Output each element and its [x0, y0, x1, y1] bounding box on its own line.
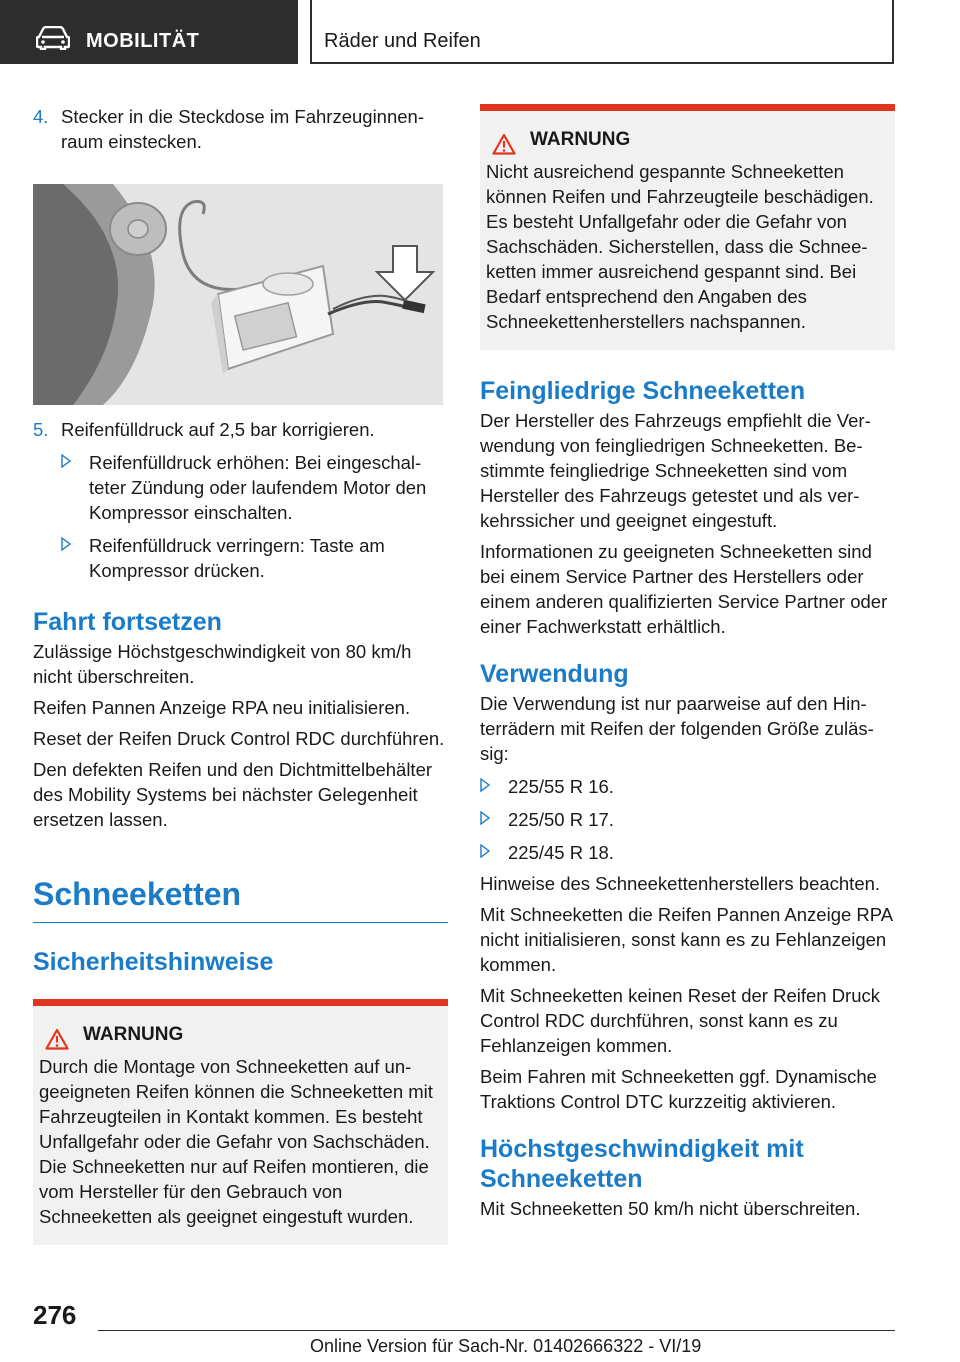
footer-rule: [98, 1330, 895, 1331]
left-column: [33, 104, 448, 1245]
verwendung-heading: Verwendung: [480, 660, 629, 688]
paragraph: Reifen Pannen Anzeige RPA neu initialisieren.: [33, 697, 411, 718]
step-text: Stecker in die Steckdose im Fahrzeuginnenraum einstecken.: [61, 106, 425, 152]
compressor-illustration: [33, 184, 443, 405]
step-5-subitem: [61, 450, 448, 525]
step-number: 4.: [33, 106, 49, 127]
chapter-title: Räder und Reifen: [324, 30, 481, 52]
paragraph: Reset der Reifen Druck Control RDC durchführen.: [33, 728, 445, 749]
warning-text: Durch die Montage von Schneeketten auf ungeeigneten Reifen können die Schneeketten mit Fahrzeugteilen in Kontakt kommen. Es besteht Unfallgefahr oder die Gefahr von Sachschäden. Die Schneeketten nur auf Reifen montieren, die vom Hersteller für den Gebrauch von Schneeketten als geeignet eingestuft wurden.: [39, 1056, 433, 1227]
warning-box: [480, 104, 895, 350]
paragraph: Beim Fahren mit Schneeketten ggf. Dynamische Traktions Control DTC kurzzeitig aktivieren.: [480, 1066, 877, 1112]
paragraph: Die Verwendung ist nur paarweise auf den Hinterrädern mit Reifen der folgenden Größe zulässig:: [480, 693, 874, 764]
step-5-subitem: [61, 533, 448, 583]
step-number: 5.: [33, 419, 49, 440]
size-item: [480, 807, 895, 832]
bullet-triangle-icon: [480, 811, 490, 825]
fein-heading: Feingliedrige Schneeketten: [480, 377, 806, 405]
section-tab[interactable]: [0, 0, 298, 64]
size-text: 225/55 R 16.: [508, 776, 614, 797]
safety-heading: Sicherheitshinweise: [33, 948, 274, 976]
bullet-triangle-icon: [61, 537, 71, 551]
warning-box: [33, 999, 448, 1245]
paragraph: Hinweise des Schneekettenherstellers beachten.: [480, 873, 881, 894]
paragraph: Mit Schneeketten 50 km/h nicht überschreiten.: [480, 1198, 861, 1219]
paragraph: Den defekten Reifen und den Dichtmittelbehälter des Mobility Systems bei nächster Gelegenheit ersetzen lassen.: [33, 759, 433, 830]
main-heading: Schneeketten: [33, 876, 242, 912]
fahrt-heading: Fahrt fortsetzen: [33, 608, 222, 636]
step-text: Reifenfülldruck auf 2,5 bar korrigieren.: [61, 419, 375, 440]
step-5: [33, 417, 448, 442]
paragraph: Mit Schneeketten keinen Reset der Reifen Druck Control RDC durchführen, sonst kann es zu Fehlanzeigen kommen.: [480, 985, 881, 1056]
warning-title: WARNUNG: [83, 1024, 184, 1045]
chapter-header: [310, 0, 894, 64]
subitem-text: Reifenfülldruck erhöhen: Bei eingeschalteter Zündung oder laufendem Motor den Kompressor einschalten.: [89, 452, 427, 523]
bullet-triangle-icon: [480, 844, 490, 858]
footer-text: Online Version für Sach-Nr. 01402666322 - VI/19: [310, 1336, 702, 1356]
paragraph: Informationen zu geeigneten Schneeketten sind bei einem Service Partner des Herstellers oder einem anderen qualifizierten Service Partner oder einer Fachwerkstatt erhältlich.: [480, 541, 888, 637]
warning-title: WARNUNG: [530, 129, 631, 150]
page-number: 276: [33, 1300, 77, 1330]
size-text: 225/45 R 18.: [508, 842, 614, 863]
warning-text: Nicht ausreichend gespannte Schneeketten können Reifen und Fahrzeugteile beschädigen. Es besteht Unfallgefahr oder die Gefahr von Sachschäden. Sicherstellen, dass die Schneeketten immer ausreichend gespannt sind. Bei Bedarf entsprechend den Angaben des Schneekettenherstellers nachspannen.: [486, 161, 874, 332]
size-text: 225/50 R 17.: [508, 809, 614, 830]
section-title: MOBILITÄT: [86, 30, 200, 52]
step-4: [33, 104, 448, 154]
size-item: [480, 774, 895, 799]
bullet-triangle-icon: [61, 454, 71, 468]
warning-triangle-icon: [45, 1028, 69, 1050]
right-column: [480, 104, 895, 1221]
speed-heading: Höchstgeschwindigkeit mit Schneeketten: [480, 1135, 804, 1193]
paragraph: Zulässige Höchstgeschwindigkeit von 80 km/h nicht überschreiten.: [33, 641, 412, 687]
size-item: [480, 840, 895, 865]
paragraph: Der Hersteller des Fahrzeugs empfiehlt die Verwendung von feingliedrigen Schneeketten. Bestimmte feingliedrige Schneeketten sind vom Hersteller des Fahrzeugs getestet und als verkehrssicher und geeignet eingestuft.: [480, 410, 871, 531]
paragraph: Mit Schneeketten die Reifen Pannen Anzeige RPA nicht initialisieren, sonst kann es zu Fehlanzeigen kommen.: [480, 904, 893, 975]
car-icon: [36, 26, 70, 50]
subitem-text: Reifenfülldruck verringern: Taste am Kompressor drücken.: [89, 535, 385, 581]
warning-triangle-icon: [492, 133, 516, 155]
bullet-triangle-icon: [480, 778, 490, 792]
compressor-image: [33, 184, 443, 405]
heading-rule: [33, 922, 448, 923]
